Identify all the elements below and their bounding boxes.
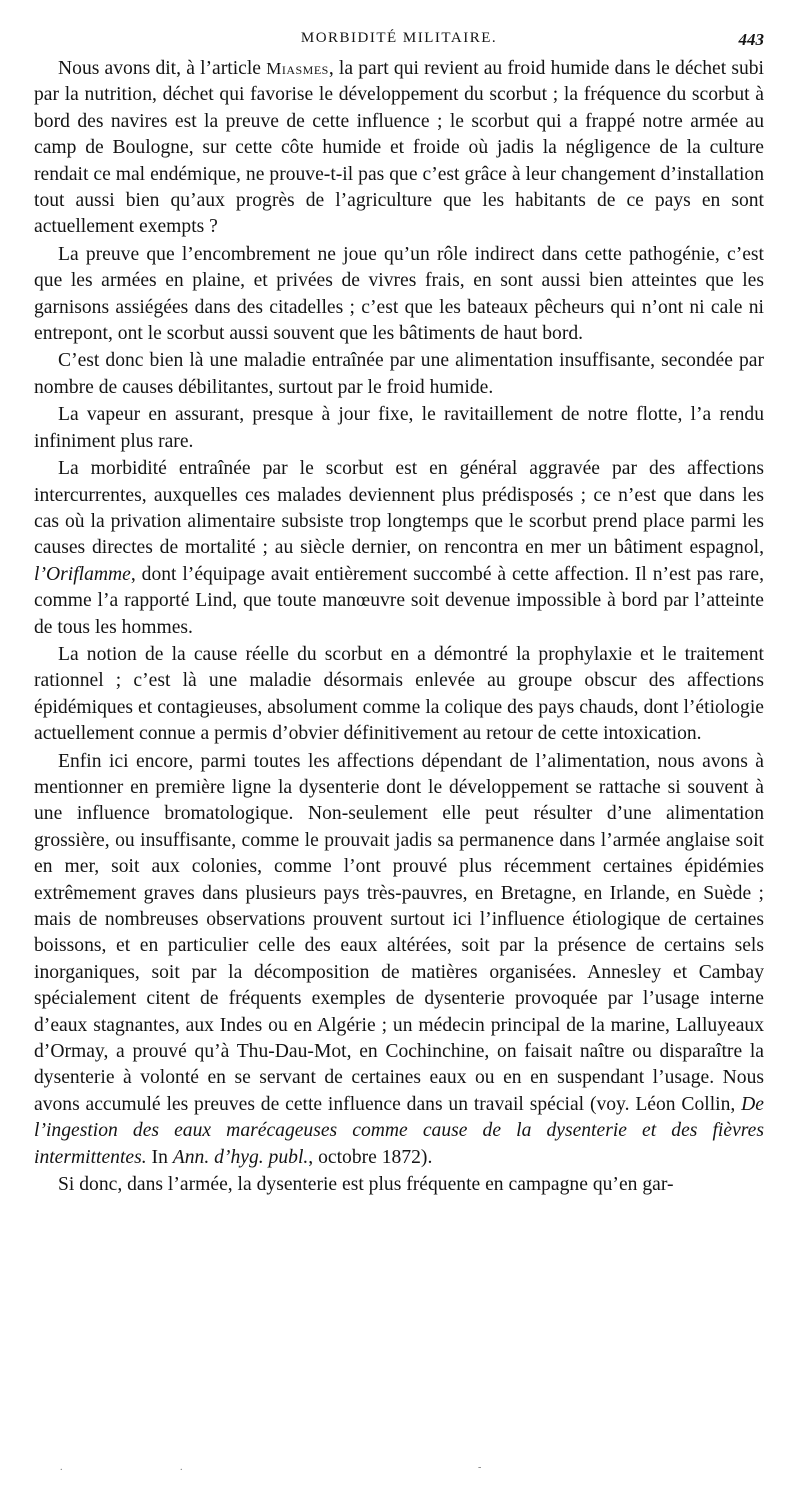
paragraph-text: Enfin ici encore, parmi toutes les affections dépendant de l’alimentation, nous avons à mentionner en première ligne la dysenterie dont le développement se rattache si souvent à une influence bromatologique. Non-seulement elle peut résulter d’une alimentation grossière, ou insuffisante, comme le prouvait jadis sa permanence dans l’armée anglaise soit en mer, soit aux colonies, comme l’ont prouvé plus récemment certaines épidémies extrêmement graves dans plusieurs pays très-pauvres, en Bretagne, en Irlande, en Suède ; mais de nombreuses observations prouvent surtout ici l’influence étiologique de certaines boissons, et en particulier celle des eaux altérées, soit par la présence de certains sels inorganiques, soit par la décomposition de matières organisées. Annesley et Cambay spécialement citent de fréquents exemples de dysenterie provoquée par l’usage interne d’eaux stagnantes, aux Indes ou en Algérie ; un médecin principal de la marine, Lalluyeaux d’Ormay, a prouvé qu’à Thu-Dau-Mot, en Cochinchine, on faisait naître ou disparaître la dysenterie à volonté en se servant de certaines eaux ou en en suspendant l’usage. Nous avons accumulé les preuves de cette influence dans un travail spécial (voy. Léon Collin, xyxy=(34,750,764,1115)
footer-mark: . xyxy=(60,1462,63,1473)
running-header xyxy=(34,30,764,56)
paragraph-text: In xyxy=(146,1146,173,1168)
paragraph-prophylaxie: La notion de la cause réelle du scorbut en a démontré la prophylaxie et le traitement rationnel ; c’est là une maladie désormais enlevée au groupe obscur des affections épidémiques et contagieuses, absolument comme la colique des pays chauds, dont l’étiologie actuellement connue a permis d’obvier définitivement au retour de cette intoxication. xyxy=(34,643,764,745)
paragraph-morbidite xyxy=(34,456,764,641)
paragraph-text: Nous avons dit, à l’article xyxy=(58,58,267,79)
body-text xyxy=(34,56,764,1198)
paragraph-text: , octobre 1872). xyxy=(308,1146,433,1168)
paragraph-encombrement: La preuve que l’encombrement ne joue qu’un rôle indirect dans cette pathogénie, c’est que les armées en plaine, et privées de vivres frais, en sont aussi bien atteintes que les garnisons assiégées dans des citadelles ; c’est que les bateaux pêcheurs qui n’ont ni cale ni entrepont, ont le scorbut aussi souvent que les bâtiments de haut bord. xyxy=(34,243,764,345)
ship-name: l’Oriflamme xyxy=(34,563,131,585)
paragraph-text: , la part qui revient au froid humide dans le déchet subi par la nutrition, déchet qui favorise le développement du scorbut ; la fréquence du scorbut à bord des navires est la preuve de cette influence ; le scorbut qui a frappé notre armée au camp de Boulogne, sur cette côte humide et froide où jadis la négligence de la culture rendait ce mal endémique, ne prouve-t-il pas que c’est grâce à leur changement d’installation tout aussi bien qu’aux progrès de l’agriculture que les habitants de ce pays en sont actuellement exempts ? xyxy=(34,58,764,238)
paragraph-scorbut-froid xyxy=(34,56,764,241)
article-reference: Miasmes xyxy=(266,59,329,78)
running-title: MORBIDITÉ MILITAIRE. xyxy=(300,30,498,46)
footer-mark: . xyxy=(180,1462,183,1473)
cited-work-title: De l’ingestion des eaux marécageuses comme cause de la dysenterie et des fièvres intermittentes. xyxy=(34,1093,764,1168)
paragraph-text: La morbidité entraînée par le scorbut est en général aggravée par des affections intercurrentes, auxquelles ces malades deviennent plus prédisposés ; ce n’est que dans les cas où la privation alimentaire subsiste trop longtemps que le scorbut prend place parmi les causes directes de mortalité ; au siècle dernier, on rencontra en mer un bâtiment espagnol, xyxy=(34,458,764,559)
footer-mark: - xyxy=(478,1462,482,1473)
paragraph-text: , dont l’équipage avait entièrement succombé à cette affection. Il n’est pas rare, comme l’a rapporté Lind, que toute manœuvre soit devenue impossible à bord par l’atteinte de tous les hommes. xyxy=(34,563,764,638)
page-number: 443 xyxy=(738,30,764,49)
paragraph-vapeur: La vapeur en assurant, presque à jour fixe, le ravitaillement de notre flotte, l’a rendu infiniment plus rare. xyxy=(34,404,764,452)
paragraph-alimentation-insuffisante: C’est donc bien là une maladie entraînée par une alimentation insuffisante, secondée par nombre de causes débilitantes, surtout par le froid humide. xyxy=(34,350,764,398)
paragraph-dysenterie xyxy=(34,749,764,1172)
book-page xyxy=(34,30,764,1198)
journal-title: Ann. d’hyg. publ. xyxy=(172,1146,309,1168)
paragraph-si-donc: Si donc, dans l’armée, la dysenterie est plus fréquente en campagne qu’en gar- xyxy=(58,1174,674,1196)
